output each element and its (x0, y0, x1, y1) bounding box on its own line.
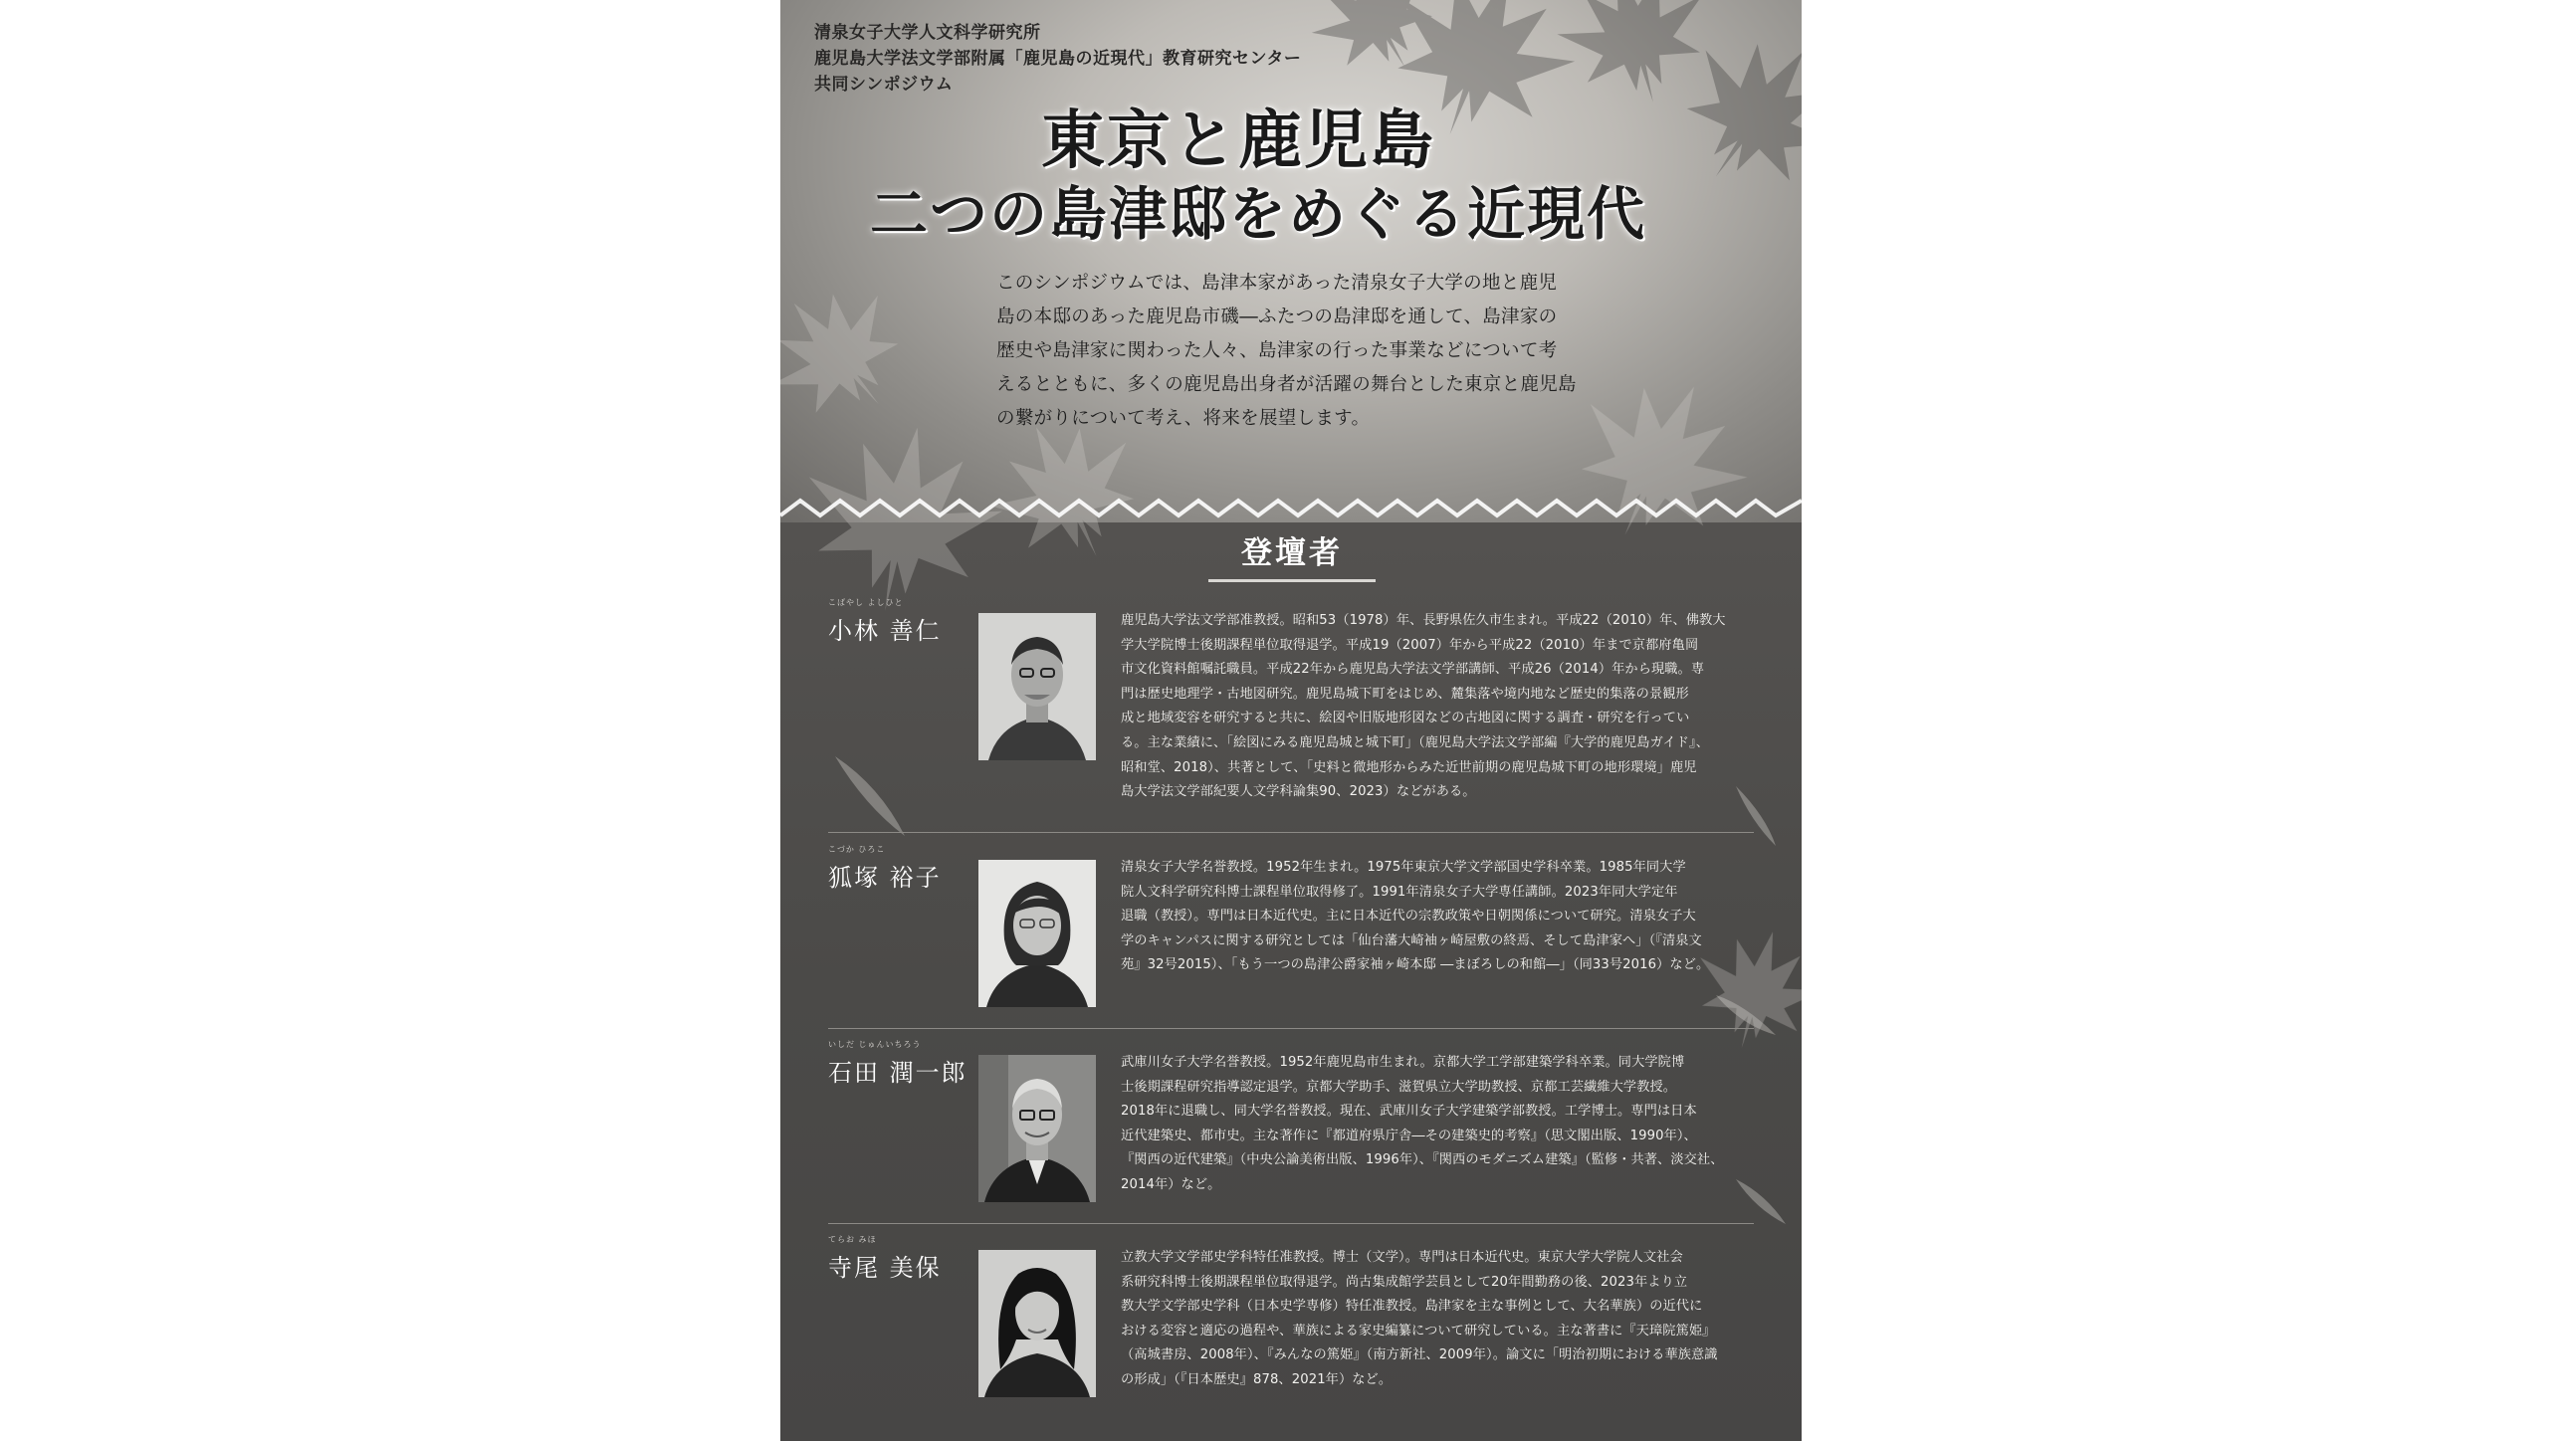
intro-line: の繋がりについて考え、将来を展望します。 (996, 408, 1371, 429)
speaker-ruby: てらお みほ (828, 1235, 877, 1244)
intro-line: えるとともに、多くの鹿児島出身者が活躍の舞台とした東京と鹿児島 (996, 374, 1577, 395)
bio-line: 鹿児島大学法文学部准教授。昭和53（1978）年、長野県佐久市生まれ。平成22（2010）年、佛教大 (1121, 613, 1726, 628)
portrait-photo-icon (978, 613, 1096, 760)
bio-line: 退職（教授）。専門は日本近代史。主に日本近代の宗教政策や日朝関係について研究。清泉女子大 (1121, 909, 1696, 925)
organizer-line-2: 鹿児島大学法文学部附属「鹿児島の近現代」教育研究センター (814, 49, 1302, 69)
title-line-1: 東京と鹿児島 (1041, 103, 1435, 178)
bio-line: 院人文科学研究科博士課程単位取得修了。1991年清泉女子大学専任講師。2023年同大学定年 (1121, 884, 1678, 900)
intro-line: このシンポジウムでは、島津本家があった清泉女子大学の地と鹿児 (996, 273, 1558, 294)
speaker-photo (978, 1250, 1096, 1397)
speaker-bio (1121, 609, 1726, 805)
speaker-separator (828, 1028, 1754, 1029)
bio-line: 系研究科博士後期課程単位取得退学。尚古集成館学芸員として20年間勤務の後、2023年より立 (1121, 1274, 1688, 1290)
bio-line: 『関西の近代建築』（中央公論美術出版、1996年）、『関西のモダニズム建築』（監修・共著、淡交社、 (1121, 1152, 1724, 1168)
bio-line: おける変容と適応の過程や、華族による家史編纂について研究している。主な著書に『天璋院篤姫』 (1121, 1323, 1716, 1338)
speaker-name: 石田 潤一郎 (828, 1059, 967, 1087)
organizer-line-1: 清泉女子大学人文科学研究所 (814, 23, 1041, 43)
bio-line: 学のキャンパスに関する研究としては「仙台藩大崎袖ヶ崎屋敷の終焉、そして島津家へ」（『清泉文 (1121, 932, 1702, 948)
heading-underline (1208, 579, 1376, 582)
speaker-photo (978, 613, 1096, 760)
bio-line: る。主な業績に、「絵図にみる鹿児島城と城下町」（鹿児島大学法文学部編『大学的鹿児島ガイド』、 (1121, 734, 1710, 750)
bio-line: （高城書房、2008年）、『みんなの篤姫』（南方新社、2009年）。論文に「明治初期における華族意識 (1121, 1347, 1718, 1363)
bio-line: 2018年に退職し、同大学名誉教授。現在、武庫川女子大学建築学部教授。工学博士。専門は日本 (1121, 1104, 1697, 1120)
bio-line: 成と地域変容を研究すると共に、絵図や旧版地形図などの古地図に関する調査・研究を行ってい (1121, 711, 1690, 726)
bio-line: 2014年）など。 (1121, 1176, 1221, 1192)
intro-text (996, 267, 1594, 436)
speaker-name: 寺尾 美保 (828, 1254, 942, 1282)
organizer-line-3: 共同シンポジウム (814, 75, 954, 95)
speaker-ruby: いしだ じゅんいちろう (828, 1040, 922, 1049)
intro-line: 島の本邸のあった鹿児島市磯―ふたつの島津邸を通して、島津家の (996, 307, 1558, 327)
zigzag-border (780, 476, 1802, 535)
speaker-ruby: こづか ひろこ (828, 845, 886, 854)
bio-line: 清泉女子大学名誉教授。1952年生まれ。1975年東京大学文学部国史学科卒業。1985年同大学 (1121, 860, 1686, 875)
speaker-photo (978, 860, 1096, 1007)
bio-line: の形成」（『日本歴史』878、2021年）など。 (1121, 1371, 1393, 1387)
speaker-separator (828, 832, 1754, 833)
portrait-photo-icon (978, 1055, 1096, 1202)
bio-line: 武庫川女子大学名誉教授。1952年鹿児島市生まれ。京都大学工学部建築学科卒業。同大学院博 (1121, 1055, 1685, 1070)
portrait-photo-icon (978, 1250, 1096, 1397)
title-line-2: 二つの島津邸をめぐる近現代 (870, 180, 1647, 248)
bio-line: 学大学院博士後期課程単位取得退学。平成19（2007）年から平成22（2010）年まで京都府亀岡 (1121, 637, 1699, 653)
speaker-bio (1121, 856, 1709, 978)
bio-line: 立教大学文学部史学科特任准教授。博士（文学）。専門は日本近代史。東京大学大学院人文社会 (1121, 1250, 1683, 1265)
speaker-bio (1121, 1051, 1724, 1198)
bio-line: 士後期課程研究指導認定退学。京都大学助手、滋賀県立大学助教授、京都工芸繊維大学教授。 (1121, 1079, 1677, 1095)
speaker-bio (1121, 1246, 1718, 1393)
bio-line: 市文化資料館嘱託職員。平成22年から鹿児島大学法文学部講師、平成26（2014）年から現職。専 (1121, 662, 1705, 678)
speakers-heading: 登壇者 (1241, 535, 1343, 571)
speaker-separator (828, 1223, 1754, 1224)
bio-line: 近代建築史、都市史。主な著作に『都道府県庁舎―その建築史的考察』（思文閣出版、1990年）、 (1121, 1128, 1697, 1143)
speaker-name: 狐塚 裕子 (828, 864, 942, 892)
speaker-ruby: こばやし よしひと (828, 598, 904, 607)
bio-line: 苑』32号2015）、「もう一つの島津公爵家袖ヶ崎本邸 ―まぼろしの和館―」（同33号2016）など。 (1121, 957, 1710, 973)
bio-line: 昭和堂、2018）、共著として、「史料と微地形からみた近世前期の鹿児島城下町の地形環境」鹿児 (1121, 759, 1697, 775)
bio-line: 島大学法文学部紀要人文学科論集90、2023）などがある。 (1121, 784, 1476, 800)
bio-line: 教大学文学部史学科（日本史学専修）特任准教授。島津家を主な事例として、大名華族）の近代に (1121, 1299, 1703, 1315)
symposium-poster (780, 0, 1802, 1441)
speaker-photo (978, 1055, 1096, 1202)
speaker-name: 小林 善仁 (828, 617, 942, 645)
portrait-photo-icon (978, 860, 1096, 1007)
intro-line: 歴史や島津家に関わった人々、島津家の行った事業などについて考 (996, 340, 1558, 361)
bio-line: 門は歴史地理学・古地図研究。鹿児島城下町をはじめ、麓集落や境内地など歴史的集落の景観形 (1121, 686, 1689, 702)
